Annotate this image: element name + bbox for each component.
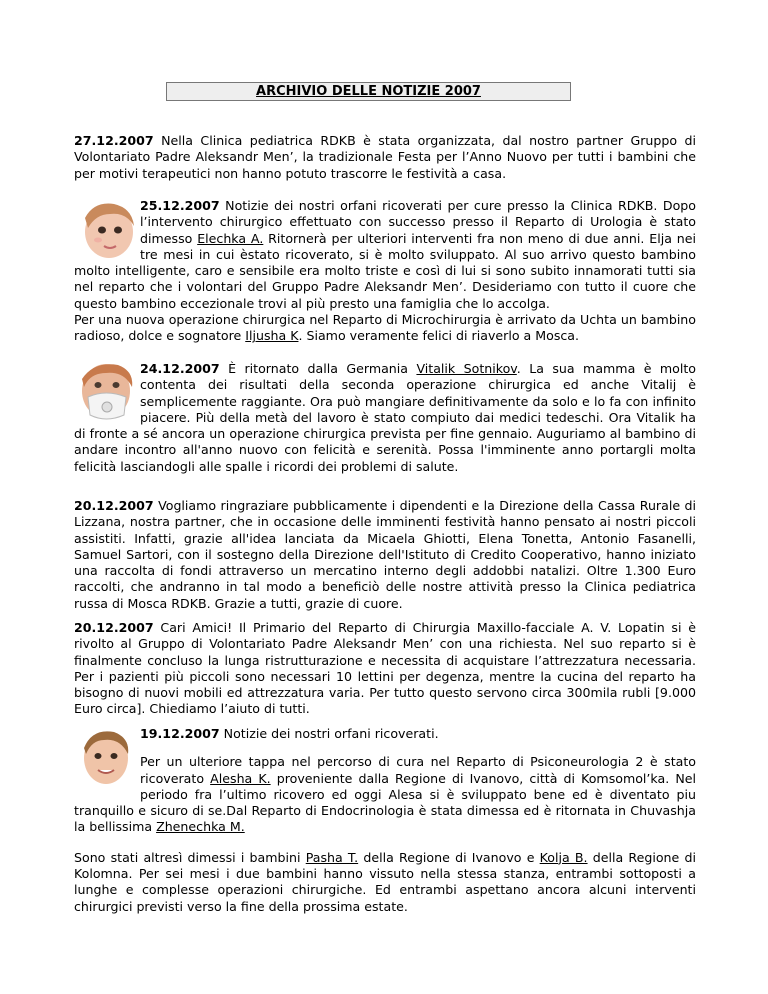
news-text: Notizie dei nostri orfani ricoverati. [219,726,439,741]
child-name-link[interactable]: Elechka A. [197,230,264,246]
child-name-link[interactable]: Iljusha K [245,328,299,344]
child-photo-vitalik [74,361,136,423]
child-name-link[interactable]: Pasha T. [305,849,359,865]
news-text: Ritornerà per ulteriori interventi fra non meno di due anni. Elja nei tre mesi in cui èstato ricoverato, si è molto sviluppato. Al suo arrivo questo bambino molto intelligente, caro e sensibile era molto triste e così di lui si sono subito innamorati tutti sia nel reparto che i volontari del Gruppo Padre Aleksandr Men’. Desideriamo con tutto il cuore che questo bambino eccezionale trovi al più presto una famiglia che lo accolga. [74,230,696,311]
news-text: della Regione di Ivanovo e [358,849,540,865]
news-item-25-12 [74,198,696,345]
child-photo-elechka [74,198,136,260]
news-text: . Siamo veramente felici di riaverlo a Mosca. [298,328,580,344]
child-name-link[interactable]: Alesha K. [210,770,271,786]
news-date: 24.12.2007 [140,361,220,376]
news-item-20-12-b [74,620,696,718]
child-name-link[interactable]: Kolja B. [539,849,588,865]
news-item-24-12 [74,361,696,475]
news-text: Nella Clinica pediatrica RDKB è stata organizzata, dal nostro partner Gruppo di Volontariato Padre Aleksandr Men’, la tradizionale Festa per l’Anno Nuovo per tutti i bambini che per motivi terapeutici non hanno potuto trascorre le festività a casa. [74,133,696,181]
news-item-20-12-a [74,498,696,612]
archive-title-box [166,82,571,101]
news-text: Per una nuova operazione chirurgica nel Reparto di Microchirurgia è arrivato da Uchta un bambino radioso, dolce e sognatore [74,312,696,344]
news-text: Sono stati altresì dimessi i bambini [74,849,306,865]
news-date: 20.12.2007 [74,498,154,513]
news-text: Per un ulteriore tappa nel percorso di cura nel Reparto di Psiconeurologia 2 è stato ricoverato [140,754,696,786]
child-name-link[interactable]: Zhenechka M. [156,819,245,835]
news-text: È ritornato dalla Germania [219,361,417,376]
news-date: 20.12.2007 [74,620,154,635]
news-date: 25.12.2007 [140,198,220,213]
news-text: . La sua mamma è molto contenta dei risultati della seconda operazione chirurgica ed anche Vitalij è semplicemente raggiante. Ora può mangiare definitivamente da solo e lo fa con infinito piacere. Più della metà del lavoro è stato compiuto dai medici tedeschi. Ora Vitalik ha di fronte a sé ancora un operazione chirurgica prevista per fine gennaio. Auguriamo al bambino di andare incontro all'anno nuovo con felicità e serenità. Possa l'imminente anno portargli molta felicità lasciandogli alle spalle i ricordi dei problemi di salute. [74,361,696,474]
news-item-27-12 [74,133,696,182]
news-text: Vogliamo ringraziare pubblicamente i dipendenti e la Direzione della Cassa Rurale di Lizzana, nostra partner, che in occasione delle imminenti festività hanno pensato ai nostri piccoli assistiti. Infatti, grazie all'idea lanciata da Micaela Ghiotti, Elena Tonetta, Antonio Fasanelli, Samuel Sartori, con il sostegno della Direzione dell'Istituto di Credito Cooperativo, hanno iniziato una raccolta di fondi attraverso un mercatino interno degli addobbi natalizi. Oltre 1.300 Euro raccolti, che andranno in tal modo a beneficiò delle nostre attività presso la Clinica pediatrica russa di Mosca RDKB. Grazie a tutti, grazie di cuore. [74,498,696,611]
child-name-link[interactable]: Vitalik Sotnikov [416,361,517,376]
news-text: Cari Amici! Il Primario del Reparto di Chirurgia Maxillo-facciale A. V. Lopatin si è rivolto al Gruppo di Volontariato Padre Aleksandr Men’ con una richiesta. Nel suo reparto si è finalmente concluso la lunga ristrutturazione e necessita di acquistare l’attrezzatura necessaria. Per i pazienti più piccoli sono necessari 10 lettini per degenza, mentre la cucina del reparto ha bisogno di nuovi mobili ed attrezzatura varia. Per tutto questo servono circa 300mila rubli [9.000 Euro circa]. Chiediamo l’aiuto di tutti. [74,620,696,717]
archive-title: ARCHIVIO DELLE NOTIZIE 2007 [256,84,481,99]
news-date: 27.12.2007 [74,133,154,148]
news-text: della Regione di Kolomna. Per sei mesi i due bambini hanno vissuto nella stessa stanza, entrambi sottoposti a lunghe e complesse operazioni chirurgiche. Ed entrambi aspettano ancora alcuni interventi chirurgici previsti verso la fine della prossima estate. [74,849,696,914]
news-text: proveniente dalla Regione di Ivanovo, città di Komsomol’ka. Nel periodo fra l’ultimo ricovero ed oggi Alesa si è sviluppato bene ed è diventato piu tranquillo e sicuro di se.Dal Reparto di Endocrinologia è stata dimessa ed è ritornata in Chuvashja la bellissima [74,770,696,835]
news-item-19-12 [74,726,696,915]
news-text: Notizie dei nostri orfani ricoverati per cure presso la Clinica RDKB. Dopo l’intervento chirurgico effettuato con successo presso il Reparto di Urologia è stato dimesso [140,198,696,246]
child-photo-alesha [74,726,136,788]
news-date: 19.12.2007 [140,726,220,741]
